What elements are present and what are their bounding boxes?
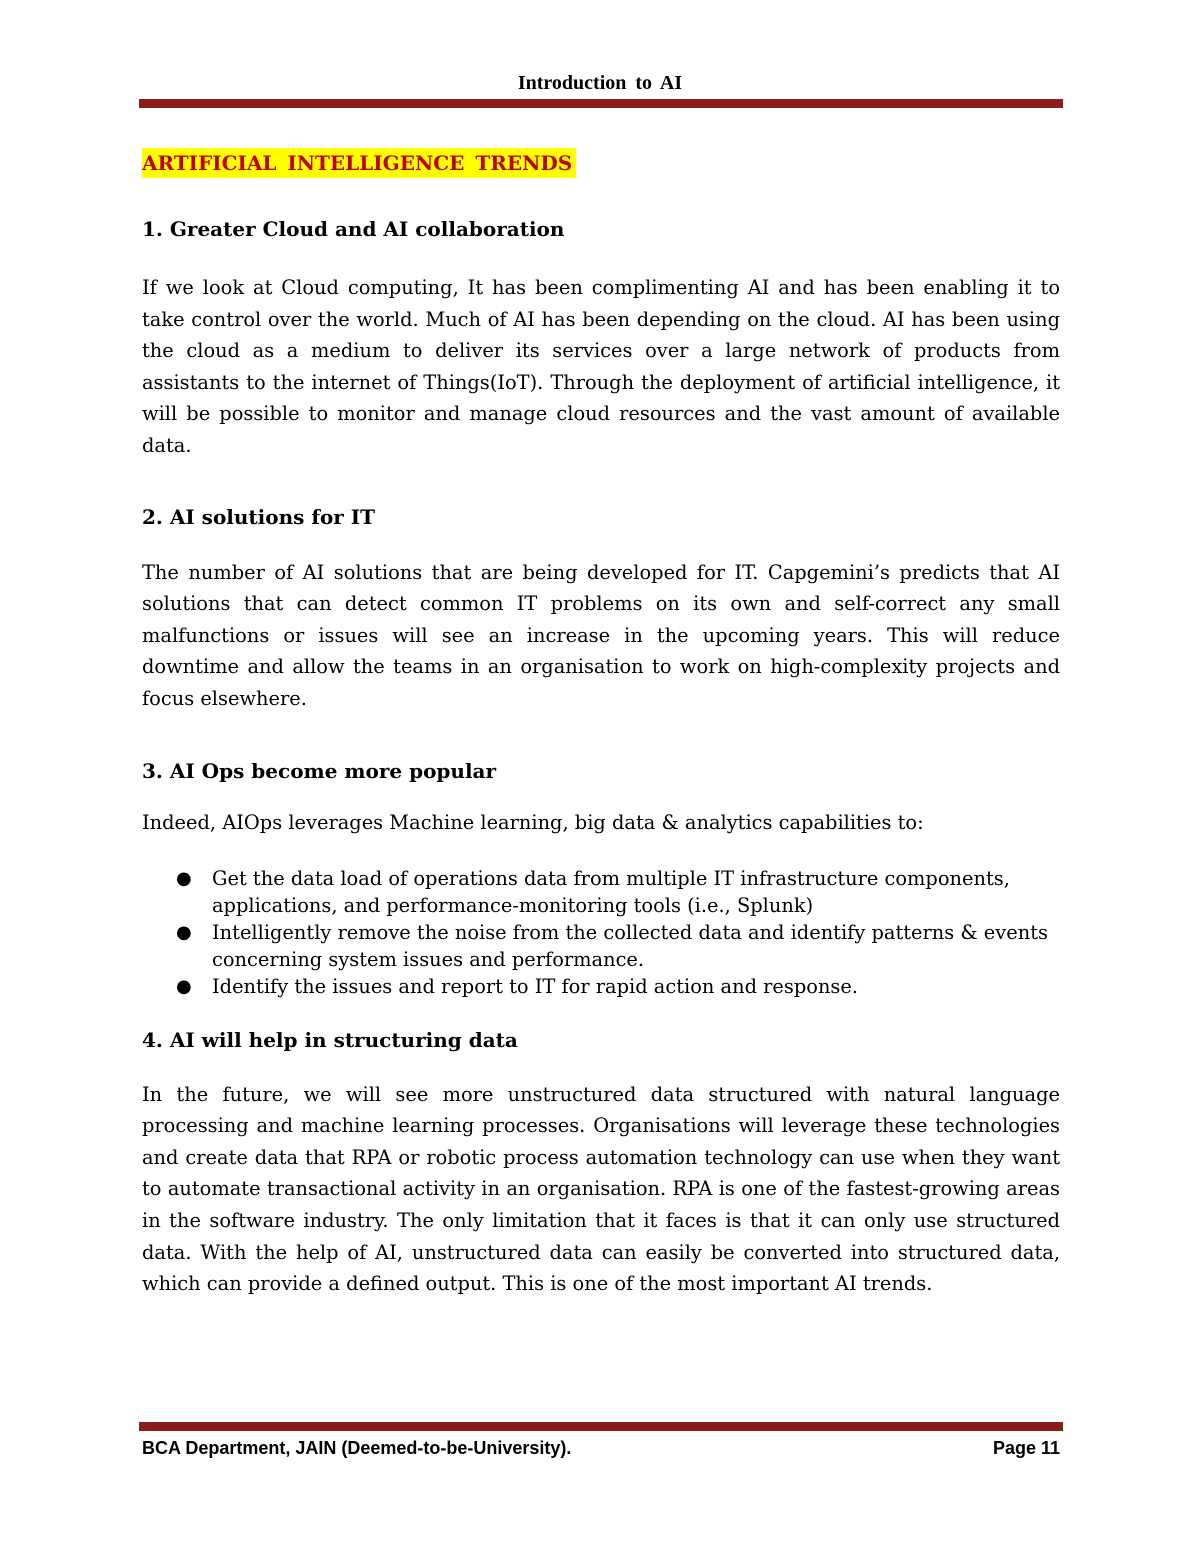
bullet-icon: ● bbox=[176, 867, 192, 889]
page-number: Page 11 bbox=[992, 1438, 1060, 1458]
section-heading: 2. AI solutions for IT bbox=[142, 504, 376, 529]
footer-department: BCA Department, JAIN (Deemed-to-be-University). bbox=[142, 1438, 572, 1458]
section-lead: Indeed, AIOps leverages Machine learning, big data & analytics capabilities to: bbox=[142, 810, 924, 834]
list-item-text: Get the data load of operations data from multiple IT infrastructure components, applications, and performance-monitoring tools (i.e., Splunk) bbox=[212, 866, 1010, 917]
header-title: Introduction to AI bbox=[517, 72, 683, 94]
section-paragraph: In the future, we will see more unstructured data structured with natural language processing and machine learning processes. Organisations will leverage these technologies and create data that RPA or robotic process automation technology can use when they want to automate transactional activity in an organisation. RPA is one of the fastest-growing areas in the software industry. The only limitation that it faces is that it can only use structured data. With the help of AI, unstructured data can easily be converted into structured data, which can provide a defined output. This is one of the most important AI trends. bbox=[142, 1082, 1060, 1296]
bullet-icon: ● bbox=[176, 975, 192, 997]
section-heading: 4. AI will help in structuring data bbox=[142, 1027, 518, 1052]
section-cloud-ai bbox=[142, 214, 1060, 462]
header-rule bbox=[139, 99, 1063, 108]
page-content bbox=[142, 148, 1060, 1300]
section-structuring-data bbox=[142, 1025, 1060, 1300]
section-paragraph: If we look at Cloud computing, It has been complimenting AI and has been enabling it to take control over the world. Much of AI has been depending on the cloud. AI has been using the cloud as a medium to deliver its services over a large network of products from assistants to the internet of Things(IoT). Through the deployment of artificial intelligence, it will be possible to monitor and manage cloud resources and the vast amount of available data. bbox=[142, 276, 1060, 457]
section-heading: 1. Greater Cloud and AI collaboration bbox=[142, 217, 565, 241]
list-item-text: Intelligently remove the noise from the collected data and identify patterns & events concerning system issues and performance. bbox=[212, 920, 1048, 971]
bullet-list bbox=[142, 865, 1060, 1000]
list-item-text: Identify the issues and report to IT for rapid action and response. bbox=[212, 974, 859, 998]
footer-rule bbox=[139, 1422, 1063, 1431]
section-ai-solutions-it bbox=[142, 502, 1060, 715]
page-footer bbox=[142, 1436, 1060, 1460]
section-paragraph: The number of AI solutions that are being developed for IT. Capgemini’s predicts that AI solutions that can detect common IT problems on its own and self-correct any small malfunctions or issues will see an increase in the upcoming years. This will reduce downtime and allow the teams in an organisation to work on high-complexity projects and focus elsewhere. bbox=[142, 560, 1060, 710]
bullet-icon: ● bbox=[176, 921, 192, 943]
section-heading: 3. AI Ops become more popular bbox=[142, 758, 497, 783]
list-item bbox=[176, 865, 1060, 919]
document-title: ARTIFICIAL INTELLIGENCE TRENDS bbox=[142, 148, 576, 178]
section-aiops bbox=[142, 756, 1060, 1000]
list-item bbox=[176, 973, 1060, 1000]
list-item bbox=[176, 919, 1060, 973]
